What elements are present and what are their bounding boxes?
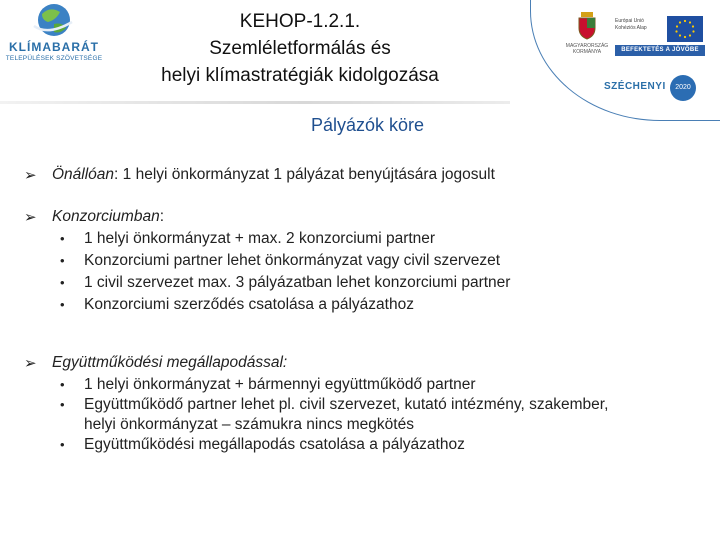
- crest-icon: [577, 12, 597, 40]
- slide-subtitle: Pályázók köre: [310, 115, 425, 135]
- list-item: [24, 294, 714, 316]
- section-lead: Együttműködési megállapodással:: [52, 354, 288, 371]
- section-heading: [24, 164, 714, 186]
- list-item: [24, 250, 714, 272]
- slide-title: [110, 8, 490, 89]
- bullet-icon: •: [60, 297, 65, 312]
- header-divider: [0, 101, 510, 104]
- logo-subname: TELEPÜLÉSEK SZÖVETSÉGE: [5, 55, 103, 62]
- funding-logos: [563, 12, 713, 64]
- arrow-bullet-icon: ➢: [24, 355, 37, 372]
- eu-slogan-bar: BEFEKTETÉS A JÖVŐBE: [615, 45, 705, 56]
- section-heading: [24, 206, 714, 228]
- list-item: [24, 272, 714, 294]
- section-standalone: [24, 164, 714, 186]
- list-item-text: Konzorciumi szerződés csatolása a pályázathoz: [84, 296, 414, 313]
- arrow-bullet-icon: ➢: [24, 167, 37, 184]
- list-item-text: Együttműködő partner lehet pl. civil szervezet, kutató intézmény, szakember,: [84, 396, 609, 413]
- list-item-text: 1 civil szervezet max. 3 pályázatban lehet konzorciumi partner: [84, 274, 511, 291]
- szechenyi-label: SZÉCHENYI: [604, 81, 666, 92]
- section-lead: Önállóan: [52, 166, 115, 183]
- government-label: MAGYARORSZÁG KORMÁNYA: [565, 43, 609, 55]
- section-consortium: [24, 206, 714, 316]
- section-lead: Konzorciumban: [52, 208, 160, 225]
- arrow-bullet-icon: ➢: [24, 209, 37, 226]
- eu-label-line-1: Európai Unió: [615, 18, 644, 24]
- bullet-icon: •: [60, 231, 65, 246]
- section-cooperation: [24, 352, 714, 455]
- eu-flag-icon: [667, 16, 703, 42]
- section-lead-rest: :: [159, 208, 165, 225]
- list-item-text: 1 helyi önkormányzat + bármennyi együttműködő partner: [84, 376, 476, 393]
- logo-name: KLÍMABARÁT: [9, 40, 99, 54]
- list-item-text: Együttműködési megállapodás csatolása a pályázathoz: [84, 436, 465, 453]
- section-lead-rest: : 1 helyi önkormányzat 1 pályázat benyújtására jogosult: [114, 166, 495, 183]
- klimabarat-logo: [4, 2, 104, 68]
- bullet-icon: •: [60, 377, 65, 392]
- szechenyi-badge: 2020: [670, 75, 696, 101]
- szechenyi-logo: [604, 75, 704, 105]
- section-heading: [24, 352, 714, 374]
- slide-header: [0, 0, 720, 110]
- list-item: [24, 434, 714, 455]
- list-item-text: 1 helyi önkormányzat + max. 2 konzorciumi partner: [84, 230, 436, 247]
- bullet-icon: •: [60, 275, 65, 290]
- list-item: [24, 228, 714, 250]
- eu-label-line-2: Kohéziós Alap: [615, 25, 647, 31]
- bullet-icon: •: [60, 397, 65, 412]
- list-item: [24, 395, 714, 415]
- title-line-3: helyi klímastratégiák kidolgozása: [161, 65, 439, 86]
- eu-label: [615, 18, 665, 32]
- title-line-1: KEHOP-1.2.1.: [239, 11, 361, 32]
- bullet-icon: •: [60, 253, 65, 268]
- title-line-2: Szemléletformálás és: [209, 38, 391, 59]
- list-item-continuation: helyi önkormányzat – számukra nincs megkötés: [84, 416, 414, 433]
- globe-icon: [28, 2, 80, 38]
- list-item: [24, 374, 714, 395]
- list-item-text: Konzorciumi partner lehet önkormányzat vagy civil szervezet: [84, 252, 501, 269]
- bullet-icon: •: [60, 437, 65, 452]
